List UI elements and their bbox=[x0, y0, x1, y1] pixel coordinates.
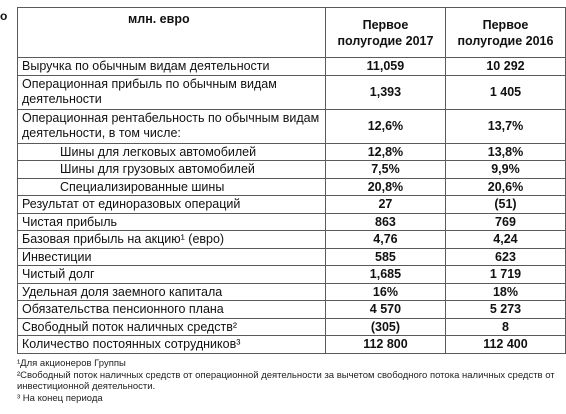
table-header-row bbox=[18, 8, 566, 58]
table-row bbox=[18, 318, 566, 336]
value-2016: 5 273 bbox=[445, 301, 565, 319]
value-2016: 623 bbox=[445, 248, 565, 266]
table-row bbox=[18, 58, 566, 76]
table-row bbox=[18, 161, 566, 179]
value-2017: 16% bbox=[325, 283, 445, 301]
value-2017: 12,6% bbox=[325, 109, 445, 143]
value-2017: 12,8% bbox=[325, 143, 445, 161]
value-2017: 27 bbox=[325, 196, 445, 214]
value-2017: 4,76 bbox=[325, 231, 445, 249]
row-label: Базовая прибыль на акцию¹ (евро) bbox=[18, 231, 326, 249]
value-2016: 13,8% bbox=[445, 143, 565, 161]
value-2016: 9,9% bbox=[445, 161, 565, 179]
footnote: ¹Для акционеров Группы bbox=[17, 358, 126, 369]
value-2016: (51) bbox=[445, 196, 565, 214]
table-row bbox=[18, 336, 566, 354]
value-2017: 112 800 bbox=[325, 336, 445, 354]
row-label: Специализированные шины bbox=[18, 178, 326, 196]
value-2017: 1,685 bbox=[325, 266, 445, 284]
row-label: Инвестиции bbox=[18, 248, 326, 266]
column-header-2016: Первое полугодие 2016 bbox=[445, 8, 565, 58]
row-label: Чистая прибыль bbox=[18, 213, 326, 231]
column-header-2017: Первое полугодие 2017 bbox=[325, 8, 445, 58]
row-label: Количество постоянных сотрудников³ bbox=[18, 336, 326, 354]
row-label: Чистый долг bbox=[18, 266, 326, 284]
financial-table bbox=[17, 7, 566, 354]
row-label: Выручка по обычным видам деятельности bbox=[18, 58, 326, 76]
row-label: Результат от единоразовых операций bbox=[18, 196, 326, 214]
value-2016: 10 292 bbox=[445, 58, 565, 76]
row-label: Обязательства пенсионного плана bbox=[18, 301, 326, 319]
row-label: Операционная рентабельность по обычным видам деятельности, в том числе: bbox=[18, 109, 326, 143]
row-label: Удельная доля заемного капитала bbox=[18, 283, 326, 301]
edge-mark: o bbox=[0, 9, 8, 23]
value-2017: (305) bbox=[325, 318, 445, 336]
table-row bbox=[18, 196, 566, 214]
value-2016: 20,6% bbox=[445, 178, 565, 196]
footnotes bbox=[17, 358, 562, 404]
row-label: Шины для легковых автомобилей bbox=[18, 143, 326, 161]
table-row bbox=[18, 213, 566, 231]
row-label: Шины для грузовых автомобилей bbox=[18, 161, 326, 179]
table-row bbox=[18, 231, 566, 249]
table-row bbox=[18, 266, 566, 284]
value-2017: 4 570 bbox=[325, 301, 445, 319]
table-row bbox=[18, 178, 566, 196]
value-2016: 1 719 bbox=[445, 266, 565, 284]
value-2017: 585 bbox=[325, 248, 445, 266]
value-2017: 7,5% bbox=[325, 161, 445, 179]
unit-header: млн. евро bbox=[18, 8, 326, 58]
table-row bbox=[18, 143, 566, 161]
footnote: ³ На конец периода bbox=[17, 392, 103, 404]
value-2017: 20,8% bbox=[325, 178, 445, 196]
value-2016: 4,24 bbox=[445, 231, 565, 249]
table-row bbox=[18, 109, 566, 143]
value-2016: 1 405 bbox=[445, 75, 565, 109]
value-2016: 18% bbox=[445, 283, 565, 301]
table-row bbox=[18, 301, 566, 319]
row-label: Операционная прибыль по обычным видам деятельности bbox=[18, 75, 326, 109]
value-2017: 1,393 bbox=[325, 75, 445, 109]
value-2016: 13,7% bbox=[445, 109, 565, 143]
row-label: Свободный поток наличных средств² bbox=[18, 318, 326, 336]
value-2017: 11,059 bbox=[325, 58, 445, 76]
table-row bbox=[18, 75, 566, 109]
table-body bbox=[18, 58, 566, 354]
value-2016: 112 400 bbox=[445, 336, 565, 354]
table-row bbox=[18, 283, 566, 301]
value-2016: 8 bbox=[445, 318, 565, 336]
table-row bbox=[18, 248, 566, 266]
value-2017: 863 bbox=[325, 213, 445, 231]
footnote: ²Свободный поток наличных средств от операционной деятельности за вычетом свободного потока наличных средств от инвестиционной деятельности. bbox=[17, 369, 555, 392]
value-2016: 769 bbox=[445, 213, 565, 231]
